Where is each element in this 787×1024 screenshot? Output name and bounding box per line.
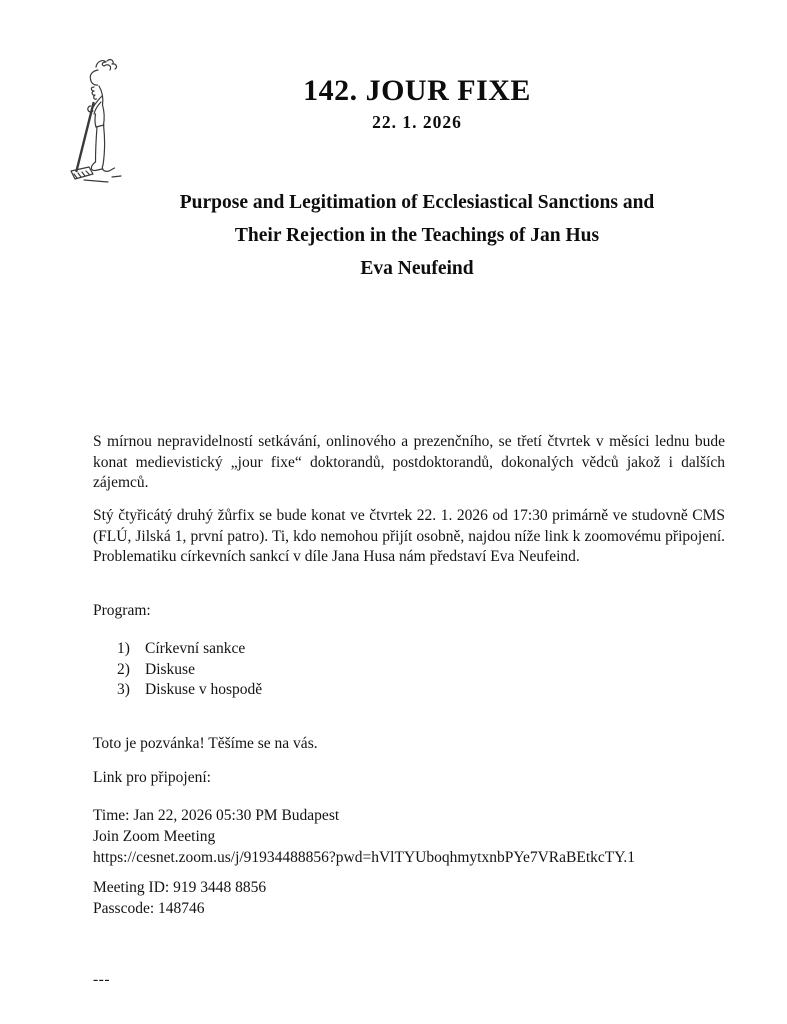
program-item-number: 2) — [117, 660, 130, 678]
zoom-link-url[interactable]: https://cesnet.zoom.us/j/91934488856?pwd=hVlTYUboqhmytxnbPYe7VRaBEtkcTY.1 — [93, 849, 636, 866]
intro-paragraph: S mírnou nepravidelností setkávání, onlinového a prezenčního, se třetí čtvrtek v měsíci lednu bude konat medievistický „jour fixe“ doktorandů, postdoktorandů, dokonalých vědců jakož i dalších zájemců. — [93, 433, 725, 491]
program-item-number: 3) — [117, 681, 130, 698]
invitation-text: Toto je pozvánka! Těšíme se na vás. — [93, 735, 318, 752]
program-item — [93, 639, 725, 660]
speaker-name: Eva Neufeind — [360, 258, 474, 279]
program-item-label: Diskuse — [145, 660, 195, 678]
talk-title-block — [93, 186, 741, 285]
details-paragraph: Stý čtyřicátý druhý žůrfix se bude konat ve čtvrtek 22. 1. 2026 od 17:30 primárně ve studovně CMS (FLÚ, Jilská 1, první patro). Ti, kdo nemohou přijít osobně, najdou níže link k zoomovému připojení. Problematiku církevních sankcí v díle Jana Husa nám představí Eva Neufeind. — [93, 507, 725, 565]
program-list — [93, 639, 725, 701]
link-heading: Link pro připojení: — [93, 769, 211, 786]
zoom-details-block — [93, 805, 725, 868]
meeting-credentials-block — [93, 877, 725, 919]
program-heading: Program: — [93, 602, 151, 619]
program-item-label: Diskuse v hospodě — [145, 681, 263, 698]
program-item-label: Církevní sankce — [145, 640, 246, 657]
talk-title-line1: Purpose and Legitimation of Ecclesiastical Sanctions and — [179, 192, 655, 213]
program-item-number: 1) — [117, 640, 130, 657]
document-header — [93, 74, 741, 133]
passcode: Passcode: 148746 — [93, 900, 205, 917]
page-title: 142. JOUR FIXE — [303, 74, 531, 107]
footer-dashes: --- — [93, 971, 110, 988]
event-date: 22. 1. 2026 — [372, 112, 462, 132]
zoom-time: Time: Jan 22, 2026 05:30 PM Budapest — [93, 807, 340, 824]
talk-title-line2: Their Rejection in the Teachings of Jan Hus — [234, 225, 600, 246]
meeting-id: Meeting ID: 919 3448 8856 — [93, 879, 267, 896]
zoom-join-label: Join Zoom Meeting — [93, 828, 216, 845]
program-item — [93, 680, 725, 701]
program-item — [93, 660, 725, 681]
